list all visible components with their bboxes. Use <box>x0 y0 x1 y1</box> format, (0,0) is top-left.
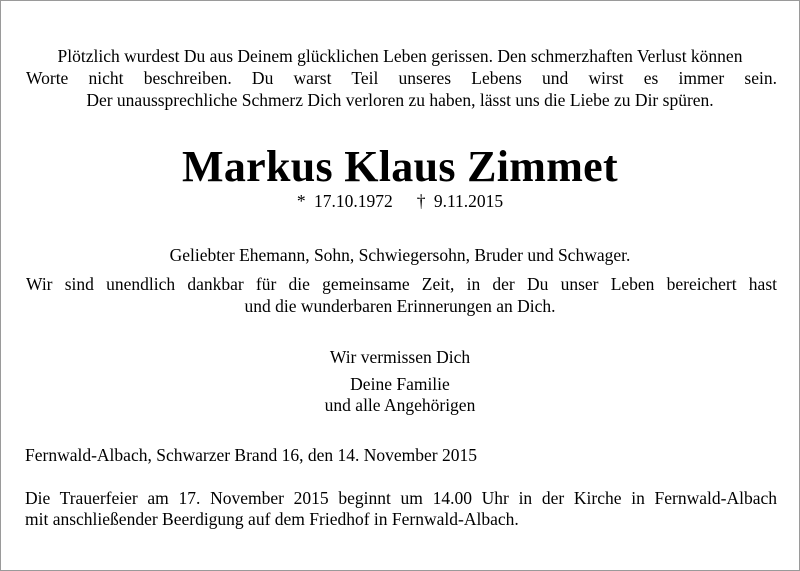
we-miss-you: Wir vermissen Dich <box>329 347 471 367</box>
funeral-line-1: Die Trauerfeier am 17. November 2015 beginnt um 14.00 Uhr in der Kirche in Fernwald-Albach <box>25 488 777 508</box>
funeral-line-2: mit anschließender Beerdigung auf dem Friedhof in Fernwald-Albach. <box>25 509 519 529</box>
death-symbol: † <box>416 191 426 211</box>
birth-symbol: * <box>296 191 306 211</box>
life-dates <box>0 190 800 212</box>
gratitude-line-2: und die wunderbaren Erinnerungen an Dich. <box>244 296 556 316</box>
intro-line-2: Worte nicht beschreiben. Du warst Teil unseres Lebens und wirst es immer sein. <box>26 68 777 88</box>
place-and-date: Fernwald-Albach, Schwarzer Brand 16, den 14. November 2015 <box>25 445 477 465</box>
gratitude-line-1: Wir sind unendlich dankbar für die gemeinsame Zeit, in der Du unser Leben bereichert hast <box>26 274 777 294</box>
death-date: 9.11.2015 <box>433 191 504 211</box>
all-relatives: und alle Angehörigen <box>324 395 476 415</box>
birth-date: 17.10.1972 <box>313 191 393 211</box>
your-family: Deine Familie <box>350 374 450 394</box>
family-roles: Geliebter Ehemann, Sohn, Schwiegersohn, Bruder und Schwager. <box>169 245 631 265</box>
deceased-name: Markus Klaus Zimmet <box>182 142 618 191</box>
intro-line-1: Plötzlich wurdest Du aus Deinem glücklichen Leben gerissen. Den schmerzhaften Verlust können <box>57 46 743 66</box>
intro-line-3: Der unaussprechliche Schmerz Dich verloren zu haben, lässt uns die Liebe zu Dir spüren. <box>86 90 714 110</box>
